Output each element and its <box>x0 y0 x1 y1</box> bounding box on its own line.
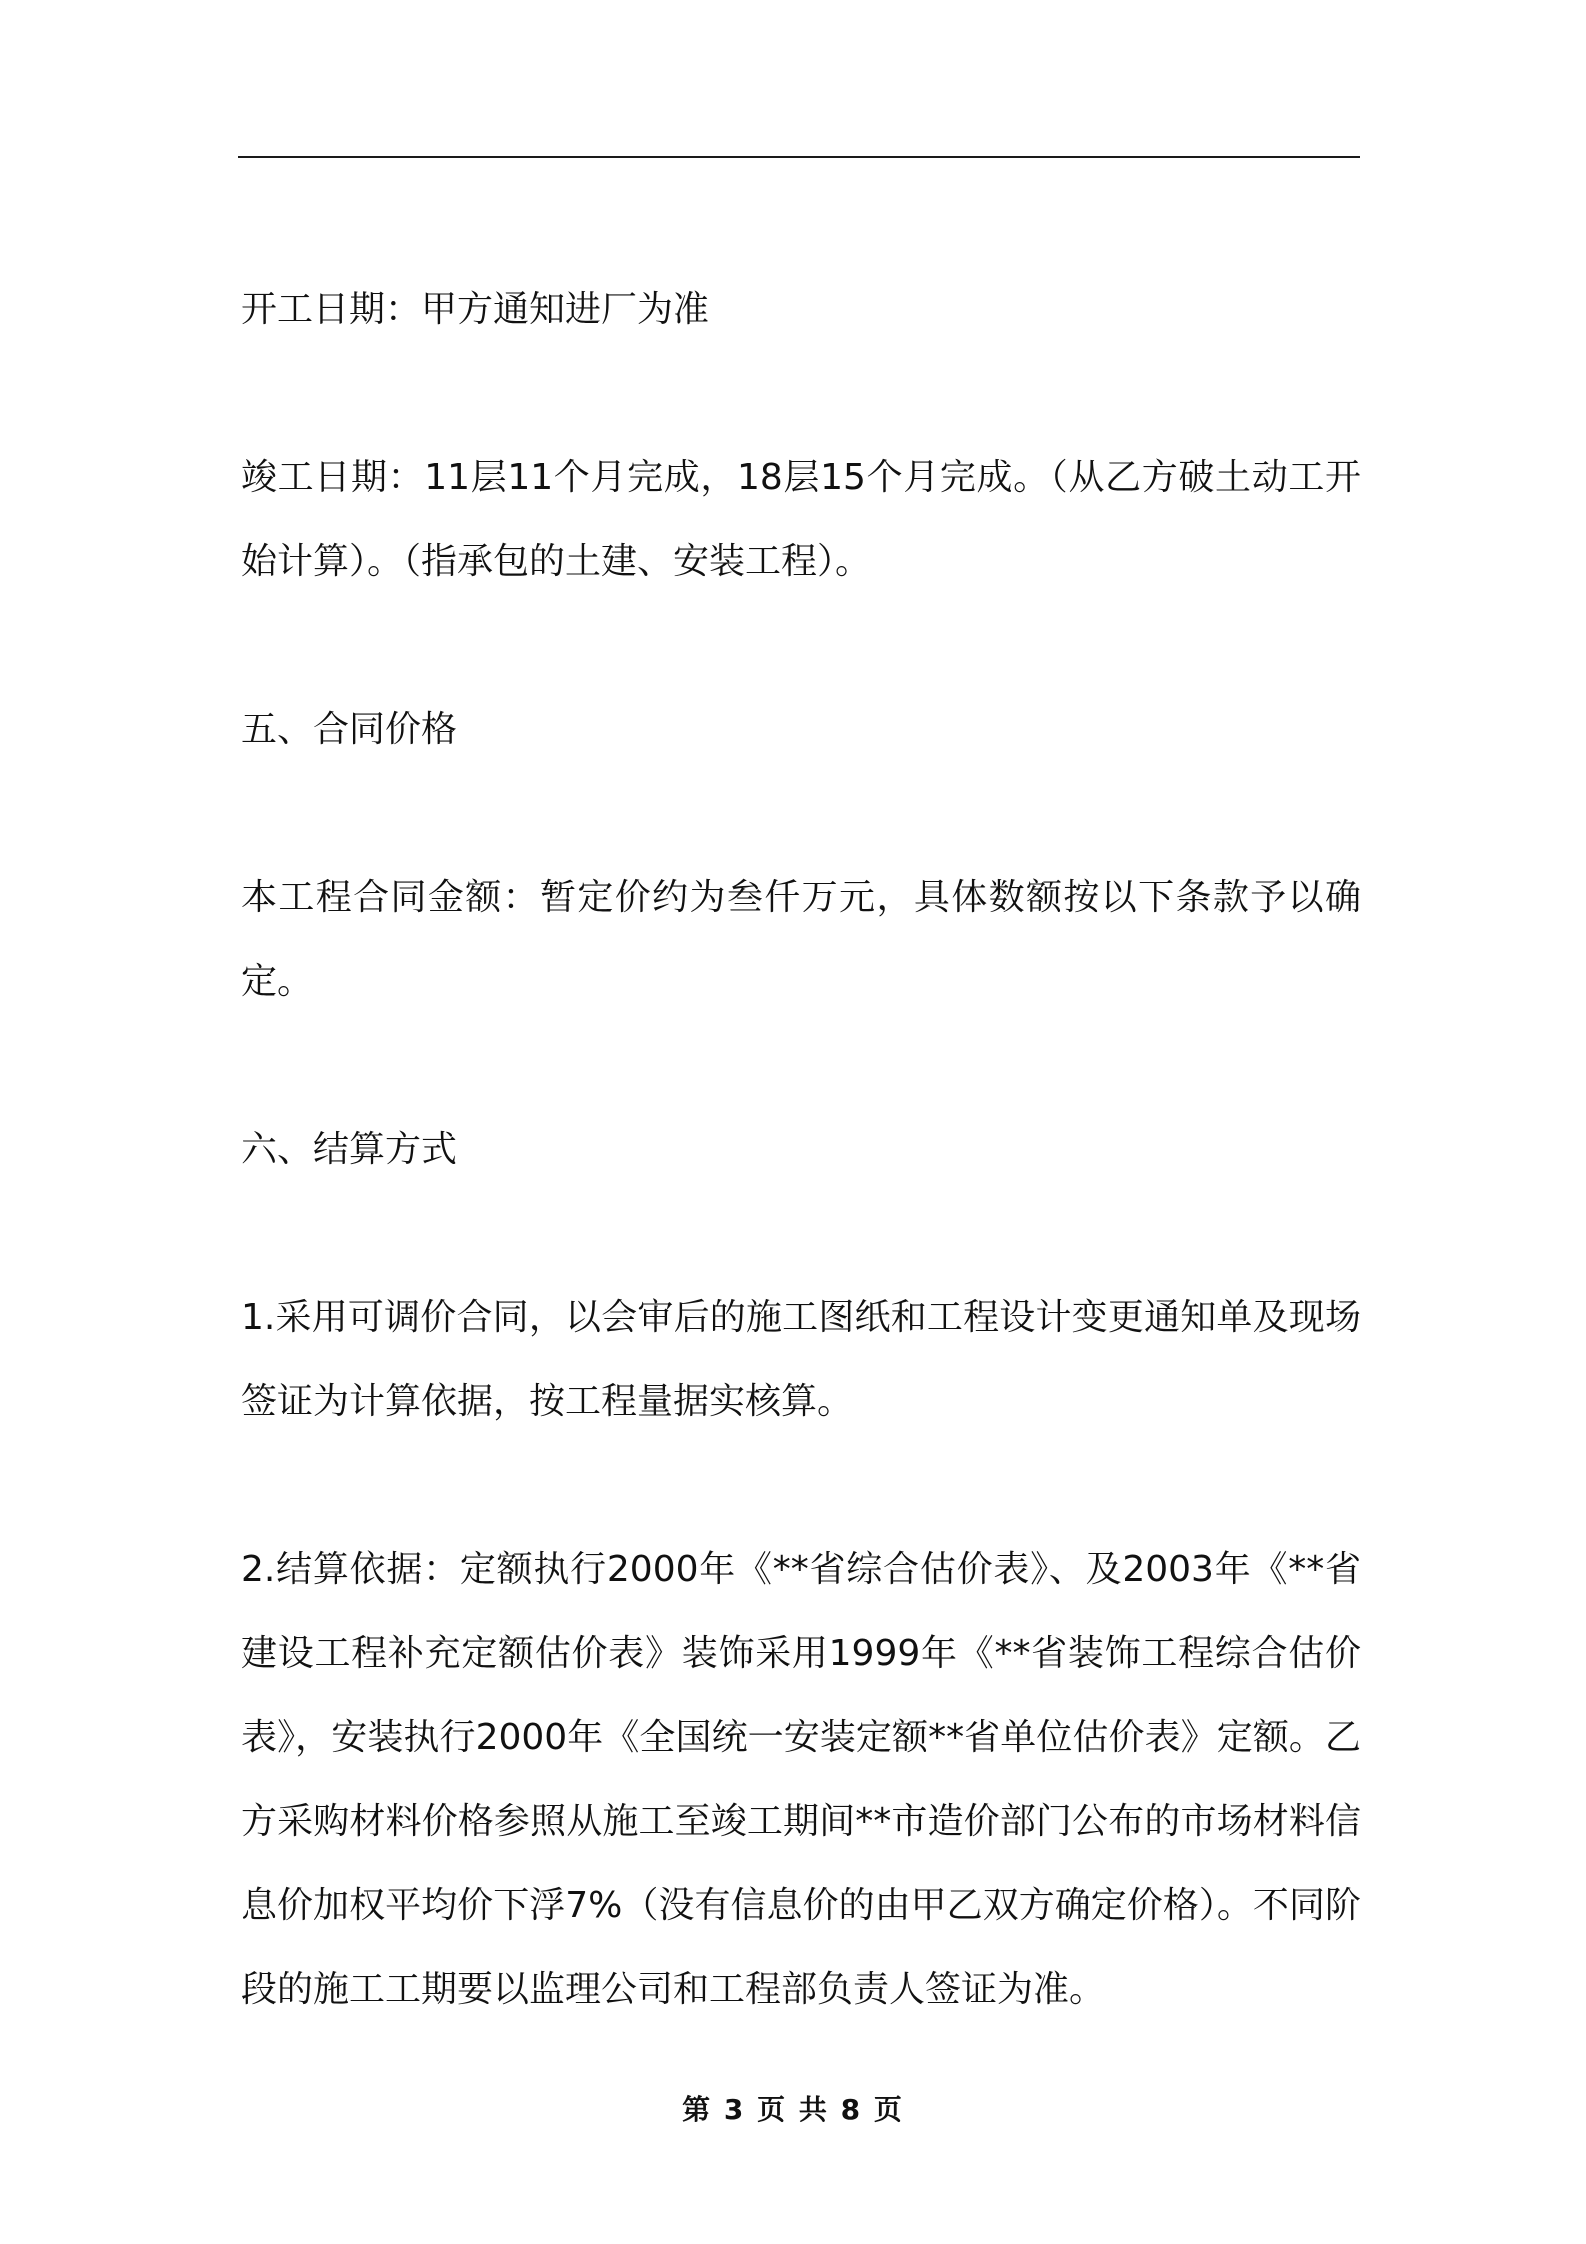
section-heading-contract-price: 五、合同价格 <box>241 709 458 750</box>
paragraph-start-date: 开工日期：甲方通知进厂为准 <box>241 289 710 330</box>
section-heading-settlement: 六、结算方式 <box>241 1129 458 1170</box>
paragraph-settlement-item-1: 1.采用可调价合同，以会审后的施工图纸和工程设计变更通知单及现场签证为计算依据，按工程量据实核算。 <box>241 1297 1361 1422</box>
header-rule <box>238 156 1360 158</box>
page-number-footer: 第 3 页 共 8 页 <box>682 2093 904 2126</box>
paragraph-completion-date: 竣工日期：11层11个月完成，18层15个月完成。（从乙方破土动工开始计算）。（指承包的土建、安装工程）。 <box>241 457 1361 582</box>
paragraph-contract-amount: 本工程合同金额：暂定价约为叁仟万元，具体数额按以下条款予以确定。 <box>241 877 1361 1002</box>
paragraph-settlement-item-2: 2.结算依据：定额执行2000年《**省综合估价表》、及2003年《**省建设工程补充定额估价表》装饰采用1999年《**省装饰工程综合估价表》，安装执行2000年《全国统一安装定额**省单位估价表》定额。乙方采购材料价格参照从施工至竣工期间**市造价部门公布的市场材料信息价加权平均价下浮7%（没有信息价的由甲乙双方确定价格）。不同阶段的施工工期要以监理公司和工程部负责人签证为准。 <box>241 1549 1361 2010</box>
